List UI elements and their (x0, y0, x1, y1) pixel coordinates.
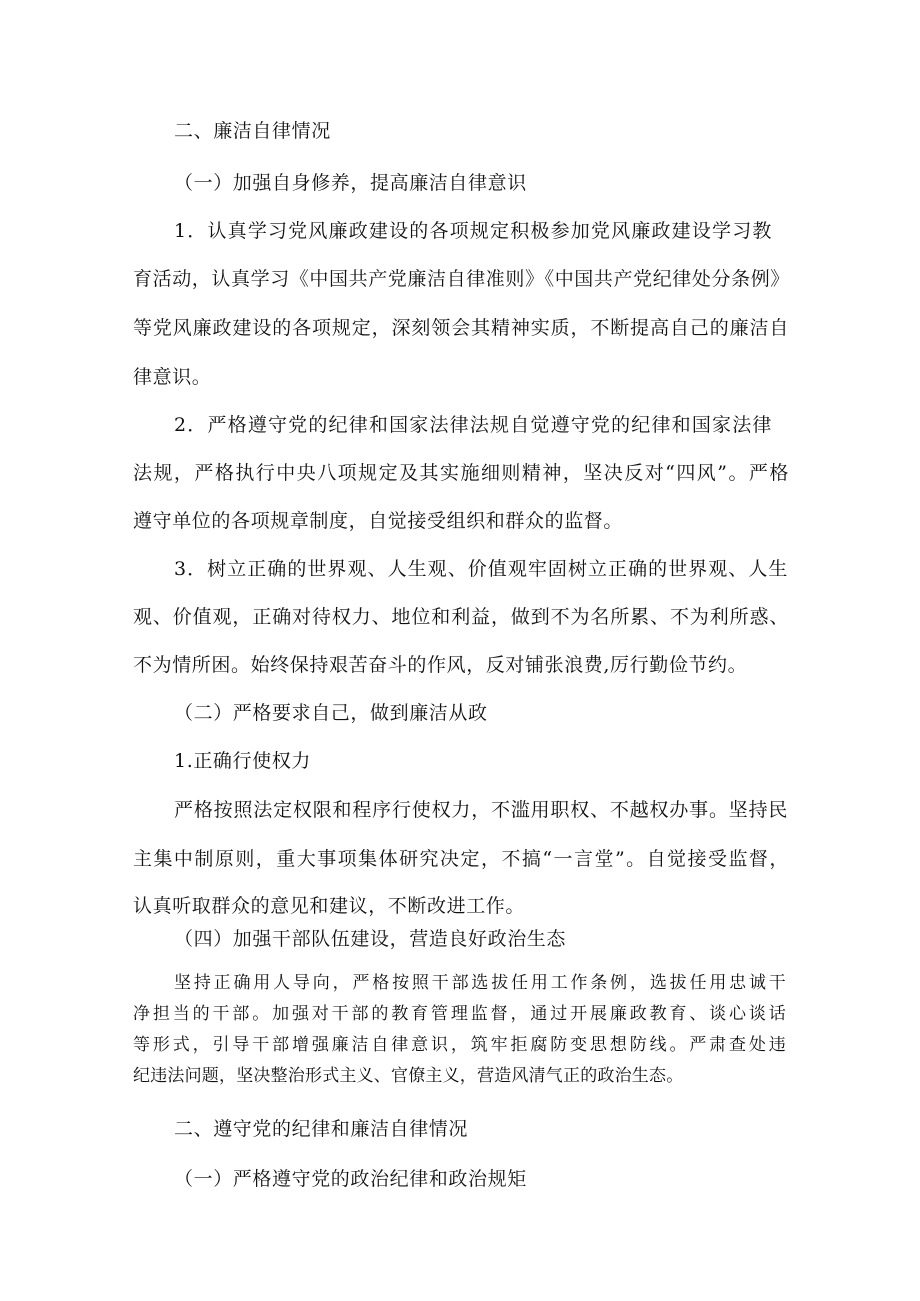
paragraph-line: 净担当的干部。加强对干部的教育管理监督，通过开展廉政教育、谈心谈话 (133, 1004, 786, 1024)
subsection-heading: （一）严格遵守党的政治纪律和政治规矩 (174, 1168, 527, 1190)
paragraph-line: 3．树立正确的世界观、人生观、价值观牢固树立正确的世界观、人生 (174, 558, 788, 580)
paragraph-line: 2．严格遵守党的纪律和国家法律法规自觉遵守党的纪律和国家法律 (174, 414, 772, 436)
subsection-heading: （四）加强干部队伍建设，营造良好政治生态 (174, 928, 567, 950)
paragraph-line: 律意识。 (133, 366, 212, 388)
paragraph-line: 1．认真学习党风廉政建设的各项规定积极参加党风廉政建设学习教 (174, 220, 772, 242)
paragraph-line: 等形式，引导干部增强廉洁自律意识，筑牢拒腐防变思想防线。严肃查处违 (133, 1035, 786, 1055)
paragraph-line: 等党风廉政建设的各项规定，深刻领会其精神实质，不断提高自己的廉洁自 (133, 317, 789, 339)
paragraph-line: 遵守单位的各项规章制度，自觉接受组织和群众的监督。 (133, 510, 624, 532)
paragraph-line: 育活动，认真学习《中国共产党廉洁自律准则》《中国共产党纪律处分条例》 (133, 268, 790, 290)
paragraph-line: 严格按照法定权限和程序行使权力，不滥用职权、不越权办事。坚持民 (174, 799, 788, 821)
paragraph-line: 纪违法问题，坚决整治形式主义、官僚主义，营造风清气正的政治生态。 (133, 1066, 684, 1086)
paragraph-line: 观、价值观，正确对待权力、地位和利益，做到不为名所累、不为利所惑、 (133, 606, 789, 628)
subsection-heading: （二）严格要求自己，做到廉洁从政 (174, 702, 488, 724)
section-heading: 二、遵守党的纪律和廉洁自律情况 (174, 1118, 469, 1140)
paragraph-line: 不为情所困。始终保持艰苦奋斗的作风，反对铺张浪费,厉行勤俭节约。 (133, 654, 748, 676)
paragraph-line: 主集中制原则，重大事项集体研究决定，不搞“一言堂”。自觉接受监督， (133, 848, 789, 870)
paragraph-line: 法规，严格执行中央八项规定及其实施细则精神，坚决反对“四风”。严格 (133, 462, 789, 484)
paragraph-line: 认真听取群众的意见和建议，不断改进工作。 (133, 895, 526, 917)
subsection-heading: （一）加强自身修养，提高廉洁自律意识 (174, 172, 527, 194)
item-heading: 1.正确行使权力 (174, 750, 311, 772)
section-heading: 二、廉洁自律情况 (174, 120, 331, 142)
paragraph-line: 坚持正确用人导向，严格按照干部选拔任用工作条例，选拔任用忠诚干 (174, 973, 786, 993)
